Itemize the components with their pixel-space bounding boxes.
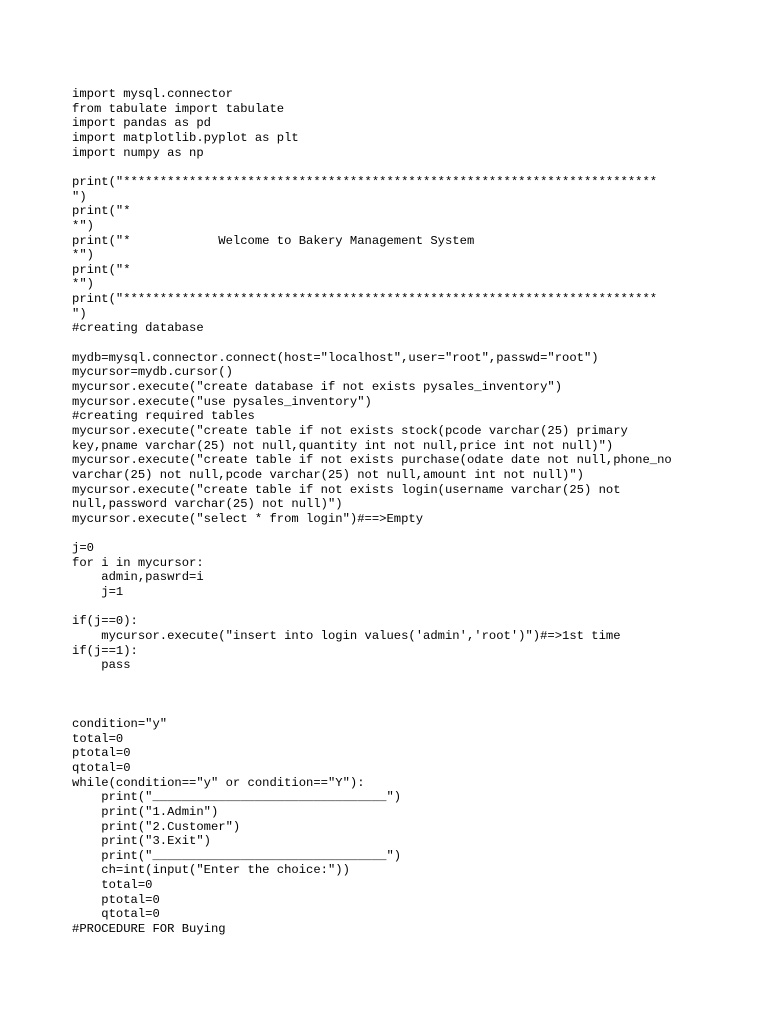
code-line: print("3.Exit") <box>72 834 211 849</box>
code-line: *") <box>72 248 94 263</box>
code-line: mycursor=mydb.cursor() <box>72 365 233 380</box>
code-line: print("________________________________") <box>72 848 402 863</box>
code-line: print("1.Admin") <box>72 804 219 819</box>
code-line: print("************************************************************************* <box>72 292 658 307</box>
code-line: mycursor.execute("insert into login values('admin','root')")#=>1st time <box>72 629 621 644</box>
code-line: print("* Welcome to Bakery Management System <box>72 233 475 248</box>
code-line: total=0 <box>72 731 124 746</box>
code-line: mycursor.execute("create table if not exists purchase(odate date not null,phone_no <box>72 453 672 468</box>
code-line: admin,paswrd=i <box>72 570 204 585</box>
code-line: mycursor.execute("create database if not exists pysales_inventory") <box>72 380 563 394</box>
code-line: if(j==0): <box>72 614 138 629</box>
code-line: j=0 <box>72 541 94 556</box>
code-line: mycursor.execute("create table if not exists login(username varchar(25) not <box>72 482 621 497</box>
code-line: *") <box>72 277 94 292</box>
code-line: ") <box>72 189 87 204</box>
code-line: varchar(25) not null,pcode varchar(25) not null,amount int not null)") <box>72 467 584 482</box>
code-line: while(condition=="y" or condition=="Y"): <box>72 775 365 790</box>
code-line: if(j==1): <box>72 643 138 658</box>
code-line: print("2.Customer") <box>72 819 241 834</box>
code-line: import pandas as pd <box>72 116 211 131</box>
code-line: #creating required tables <box>72 409 255 424</box>
code-line: for i in mycursor: <box>72 555 204 570</box>
code-line: j=1 <box>72 585 124 600</box>
code-line: #creating database <box>72 321 204 336</box>
code-line: mycursor.execute("create table if not exists stock(pcode varchar(25) primary <box>72 423 628 438</box>
code-line: mydb=mysql.connector.connect(host="localhost",user="root",passwd="root") <box>72 350 599 365</box>
code-line: *") <box>72 218 94 233</box>
code-line: condition="y" <box>72 716 168 731</box>
code-line: key,pname varchar(25) not null,quantity int not null,price int not null)") <box>72 438 614 453</box>
code-line: pass <box>72 658 131 673</box>
code-line: import mysql.connector <box>72 87 233 101</box>
code-line: mycursor.execute("select * from login")#==>Empty <box>72 511 424 526</box>
code-line: print("************************************************************************* <box>72 174 658 189</box>
code-line: qtotal=0 <box>72 760 131 775</box>
code-line: qtotal=0 <box>72 907 160 922</box>
code-line: ptotal=0 <box>72 746 131 761</box>
code-line: null,password varchar(25) not null)") <box>72 497 343 512</box>
code-line: total=0 <box>72 878 153 893</box>
code-line: import numpy as np <box>72 145 204 160</box>
code-line: mycursor.execute("use pysales_inventory") <box>72 394 372 409</box>
code-line: #PROCEDURE FOR Buying <box>72 922 226 937</box>
code-line: print("* <box>72 204 131 219</box>
code-line: from tabulate import tabulate <box>72 101 285 116</box>
code-line: ptotal=0 <box>72 892 160 907</box>
code-line: ") <box>72 306 87 321</box>
code-line: ch=int(input("Enter the choice:")) <box>72 863 350 878</box>
code-line: import matplotlib.pyplot as plt <box>72 130 299 145</box>
code-line: print("________________________________") <box>72 790 402 805</box>
code-line: print("* <box>72 262 131 277</box>
